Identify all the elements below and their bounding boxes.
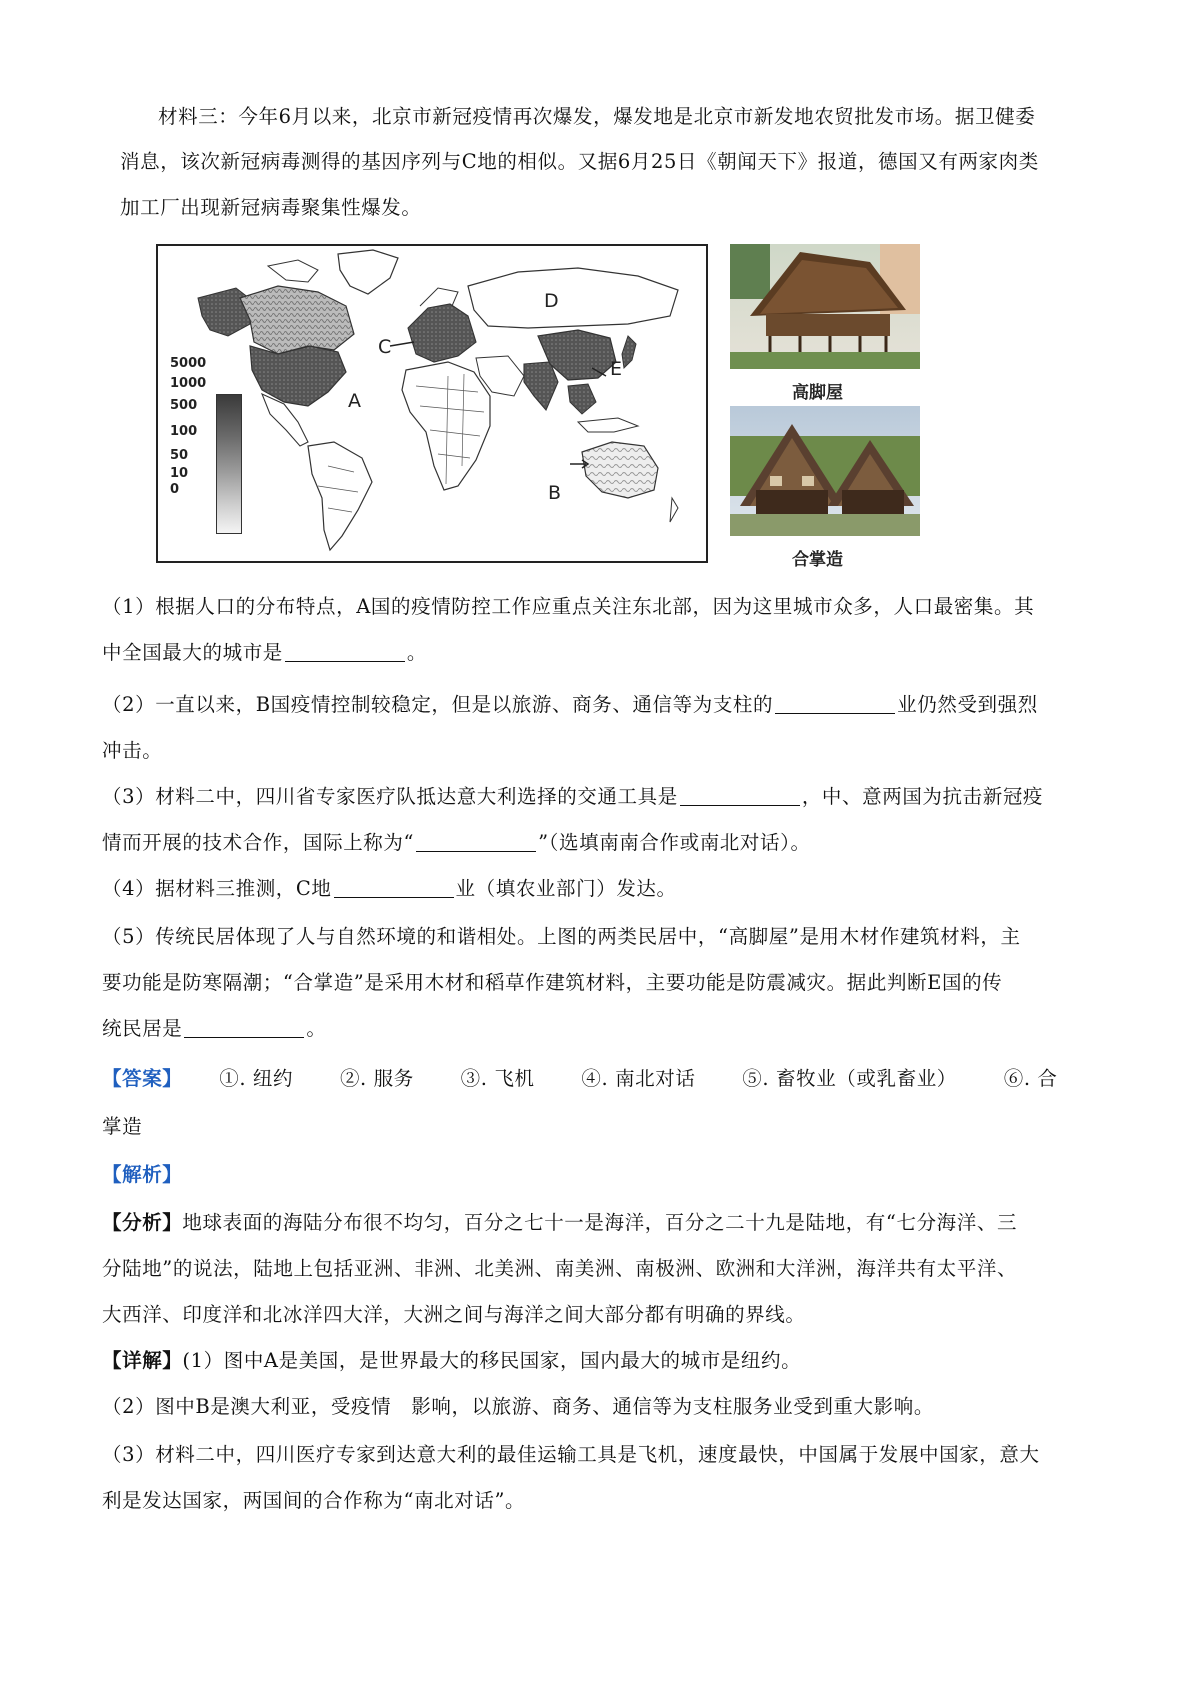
question-5-line3: 统民居是 。 bbox=[102, 1017, 327, 1040]
answer-blank-1[interactable] bbox=[285, 643, 405, 662]
fenxi-line3: 大西洋、印度洋和北冰洋四大洋，大洲之间与海洋之间大部分都有明确的界线。 bbox=[102, 1303, 806, 1326]
fenxi-label: 【分析】 bbox=[102, 1211, 183, 1234]
question-1-line2: 中全国最大的城市是 。 bbox=[102, 641, 428, 664]
legend-label: 1000 bbox=[170, 376, 207, 391]
question-4-line1: （4）据材料三推测，C地 业（填农业部门）发达。 bbox=[102, 877, 677, 900]
fenxi-line2: 分陆地”的说法，陆地上包括亚洲、非洲、北美洲、南美洲、南极洲、欧洲和大洋洲，海洋共有太平洋、 bbox=[102, 1257, 1018, 1280]
answer-line bbox=[0, 1064, 1200, 1094]
answer-blank-5[interactable] bbox=[334, 879, 454, 898]
material3-line2: 消息，该次新冠病毒测得的基因序列与C地的相似。又据6月25日《朝闻天下》报道，德国又有两家肉类 bbox=[120, 150, 1039, 173]
answer-item: ①. 纽约 bbox=[219, 1067, 294, 1090]
question-5-line2: 要功能是防寒隔潮；“合掌造”是采用木材和稻草作建筑材料，主要功能是防震减灾。据此判断E国的传 bbox=[102, 971, 1003, 994]
legend-label: 5000 bbox=[170, 356, 207, 371]
stilt-house-illustration bbox=[730, 244, 920, 369]
legend-label: 50 bbox=[170, 448, 189, 463]
answer-item: ⑤. 畜牧业（或乳畜业） bbox=[742, 1067, 957, 1090]
map-label-d: D bbox=[544, 290, 559, 312]
gassho-house-caption: 合掌造 bbox=[792, 550, 843, 570]
material3-line1: 材料三：今年6月以来，北京市新冠疫情再次爆发，爆发地是北京市新发地农贸批发市场。据卫健委 bbox=[158, 105, 1036, 128]
legend-label: 100 bbox=[170, 424, 198, 439]
question-2-line2: 冲击。 bbox=[102, 739, 163, 762]
detail-line2: （2）图中B是澳大利亚，受疫情 影响，以旅游、商务、通信等为支柱服务业受到重大影响。 bbox=[102, 1395, 934, 1418]
answer-item: ③. 飞机 bbox=[460, 1067, 535, 1090]
answer-wrap: 掌造 bbox=[102, 1115, 143, 1138]
answer-item: ④. 南北对话 bbox=[581, 1067, 696, 1090]
answer-blank-3[interactable] bbox=[680, 787, 800, 806]
gassho-house-photo bbox=[730, 406, 920, 536]
question-3-line1: （3）材料二中，四川省专家医疗队抵达意大利选择的交通工具是 ，中、意两国为抗击新冠疫 bbox=[102, 785, 1044, 808]
xiangjie-label: 【详解】 bbox=[102, 1349, 183, 1372]
map-label-c: C bbox=[378, 336, 392, 358]
answer-blank-6[interactable] bbox=[184, 1019, 304, 1038]
map-label-a: A bbox=[348, 390, 361, 412]
answer-label: 【答案】 bbox=[102, 1067, 183, 1090]
question-1-line1: （1）根据人口的分布特点，A国的疫情防控工作应重点关注东北部，因为这里城市众多，人口最密集。其 bbox=[102, 595, 1035, 618]
map-label-e: E bbox=[610, 358, 623, 380]
legend-label: 0 bbox=[170, 482, 180, 497]
question-3-line2: 情而开展的技术合作，国际上称为“ ”（选填南南合作或南北对话）。 bbox=[102, 831, 811, 854]
map-label-b: B bbox=[548, 482, 562, 504]
analysis-label: 【解析】 bbox=[102, 1163, 183, 1186]
answer-item: ⑥. 合 bbox=[1003, 1067, 1058, 1090]
question-2-line1: （2）一直以来，B国疫情控制较稳定，但是以旅游、商务、通信等为支柱的 业仍然受到强烈 bbox=[102, 693, 1038, 716]
stilt-house-photo bbox=[730, 244, 920, 369]
detail-line3: （3）材料二中，四川医疗专家到达意大利的最佳运输工具是飞机，速度最快，中国属于发展中国家，意大 bbox=[102, 1443, 1040, 1466]
gassho-house-illustration bbox=[730, 406, 920, 536]
material3-line3: 加工厂出现新冠病毒聚集性爆发。 bbox=[120, 196, 422, 219]
answer-blank-4[interactable] bbox=[416, 833, 536, 852]
legend-label: 10 bbox=[170, 466, 189, 481]
world-population-map bbox=[156, 244, 708, 563]
legend-density-bar bbox=[216, 394, 242, 534]
question-5-line1: （5）传统民居体现了人与自然环境的和谐相处。上图的两类民居中，“高脚屋”是用木材作建筑材料，主 bbox=[102, 925, 1021, 948]
fenxi-line1: 【分析】地球表面的海陆分布很不均匀，百分之七十一是海洋，百分之二十九是陆地，有“七分海洋、三 bbox=[102, 1211, 1018, 1234]
legend-label: 500 bbox=[170, 398, 198, 413]
detail-line1: 【详解】(1）图中A是美国，是世界最大的移民国家，国内最大的城市是纽约。 bbox=[102, 1349, 802, 1372]
answer-blank-2[interactable] bbox=[775, 695, 895, 714]
answer-item: ②. 服务 bbox=[339, 1067, 414, 1090]
stilt-house-caption: 高脚屋 bbox=[792, 383, 843, 403]
detail-line4: 利是发达国家，两国间的合作称为“南北对话”。 bbox=[102, 1489, 526, 1512]
